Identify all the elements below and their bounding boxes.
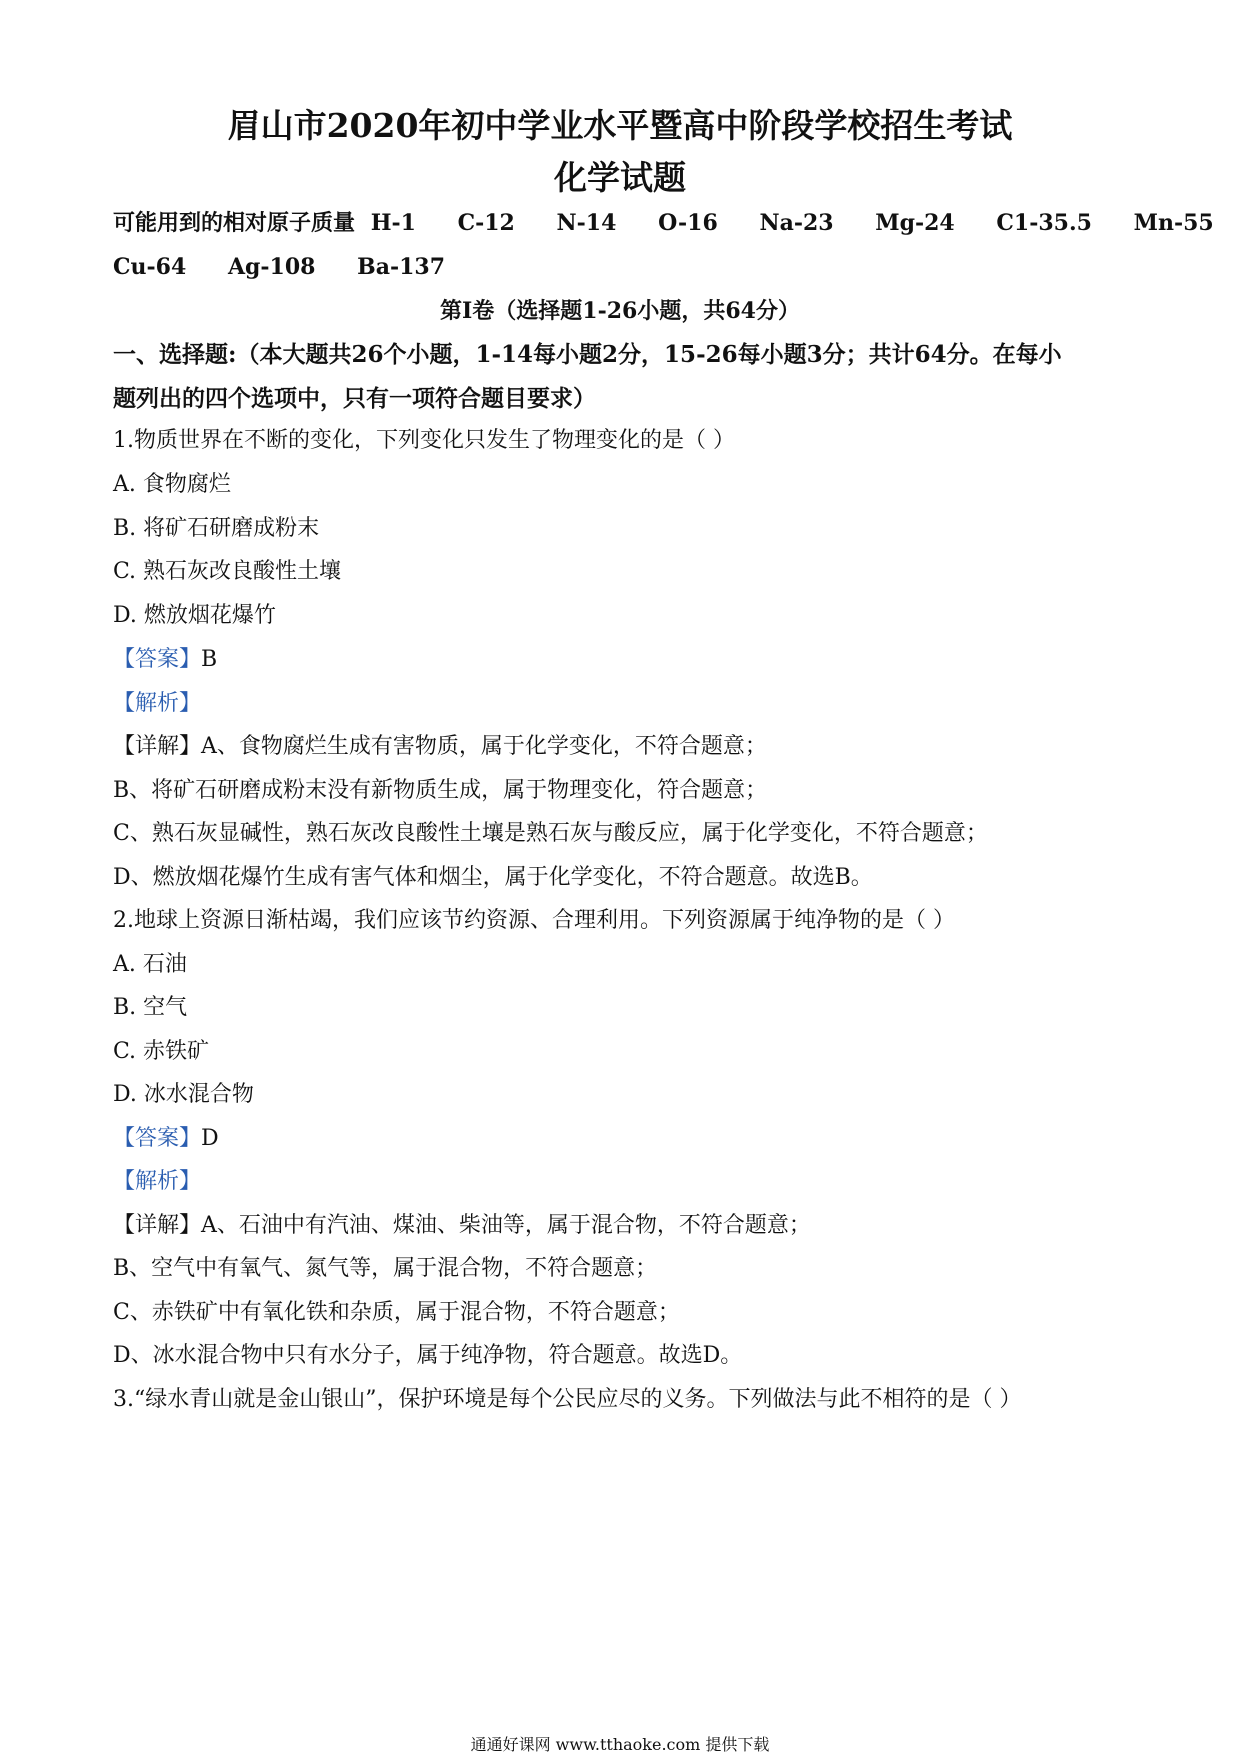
question-2-option-b: B. 空气: [113, 995, 188, 1020]
atomic-mass: O-16: [658, 210, 718, 236]
question-1-detail-c: C、熟石灰显碱性，熟石灰改良酸性土壤是熟石灰与酸反应，属于化学变化，不符合题意；: [113, 821, 988, 846]
exam-title: 眉山市2020年初中学业水平暨高中阶段学校招生考试: [227, 106, 1013, 145]
question-1-answer: [113, 645, 217, 675]
atomic-mass: Ba-137: [357, 254, 446, 280]
question-2-detail-c: C、赤铁矿中有氧化铁和杂质，属于混合物，不符合题意；: [113, 1300, 680, 1325]
exam-subtitle: 化学试题: [554, 158, 686, 197]
atomic-masses-label: 可能用到的相对原子质量: [113, 210, 356, 236]
page-footer: 通通好课网 www.tthaoke.com 提供下载: [470, 1735, 770, 1754]
atomic-mass: H-1: [370, 210, 416, 236]
atomic-mass: Na-23: [759, 210, 834, 236]
question-1-option-a: A. 食物腐烂: [113, 472, 231, 497]
atomic-mass: Cu-64: [113, 254, 187, 280]
question-1-detail-d: D、燃放烟花爆竹生成有害气体和烟尘，属于化学变化，不符合题意。故选B。: [113, 865, 873, 890]
part-heading-line-2: 题列出的四个选项中，只有一项符合题目要求）: [113, 385, 596, 412]
question-1-option-c: C. 熟石灰改良酸性土壤: [113, 559, 342, 584]
question-1-analysis-tag: 【解析】: [113, 691, 202, 716]
atomic-mass: C1-35.5: [996, 210, 1092, 236]
question-1-stem: 1.物质世界在不断的变化，下列变化只发生了物理变化的是（ ）: [113, 428, 735, 453]
atomic-mass: Mg-24: [875, 210, 955, 236]
answer-value: B: [201, 647, 218, 672]
question-2-detail-a: [113, 1211, 811, 1241]
atomic-mass: Mn-55: [1133, 210, 1214, 236]
question-1-detail-b: B、将矿石研磨成粉末没有新物质生成，属于物理变化，符合题意；: [113, 778, 768, 803]
atomic-masses-row-2: [113, 252, 479, 282]
question-2-analysis-tag: 【解析】: [113, 1169, 202, 1194]
answer-tag: 【答案】: [113, 1126, 202, 1151]
atomic-mass: Ag-108: [227, 254, 316, 280]
question-2-option-a: A. 石油: [113, 952, 187, 977]
question-1-option-b: B. 将矿石研磨成粉末: [113, 516, 320, 541]
detail-tag: 【详解】: [113, 1213, 202, 1238]
question-2-option-d: D. 冰水混合物: [113, 1082, 254, 1107]
detail-text: A、石油中有汽油、煤油、柴油等，属于混合物，不符合题意；: [201, 1213, 811, 1238]
question-3-stem: 3.“绿水青山就是金山银山”，保护环境是每个公民应尽的义务。下列做法与此不相符的是（ ）: [113, 1387, 1022, 1412]
question-2-answer: [113, 1124, 219, 1154]
question-2-detail-d: D、冰水混合物中只有水分子，属于纯净物，符合题意。故选D。: [113, 1343, 743, 1368]
question-2-stem: 2.地球上资源日渐枯竭，我们应该节约资源、合理利用。下列资源属于纯净物的是（ ）: [113, 908, 955, 933]
question-1-detail-a: [113, 732, 767, 762]
detail-tag: 【详解】: [113, 734, 202, 759]
answer-value: D: [201, 1126, 219, 1151]
atomic-mass: N-14: [556, 210, 617, 236]
atomic-mass: C-12: [457, 210, 515, 236]
question-2-option-c: C. 赤铁矿: [113, 1039, 210, 1064]
answer-tag: 【答案】: [113, 647, 202, 672]
section-heading: 第I卷（选择题1-26小题，共64分）: [440, 298, 800, 324]
atomic-masses-row-1: [113, 208, 1214, 238]
question-1-option-d: D. 燃放烟花爆竹: [113, 603, 276, 628]
detail-text: A、食物腐烂生成有害物质，属于化学变化，不符合题意；: [201, 734, 767, 759]
question-2-detail-b: B、空气中有氧气、氮气等，属于混合物，不符合题意；: [113, 1256, 658, 1281]
part-heading-line-1: 一、选择题:（本大题共26个小题，1-14每小题2分，15-26每小题3分；共计64分。在每小: [113, 341, 1062, 368]
